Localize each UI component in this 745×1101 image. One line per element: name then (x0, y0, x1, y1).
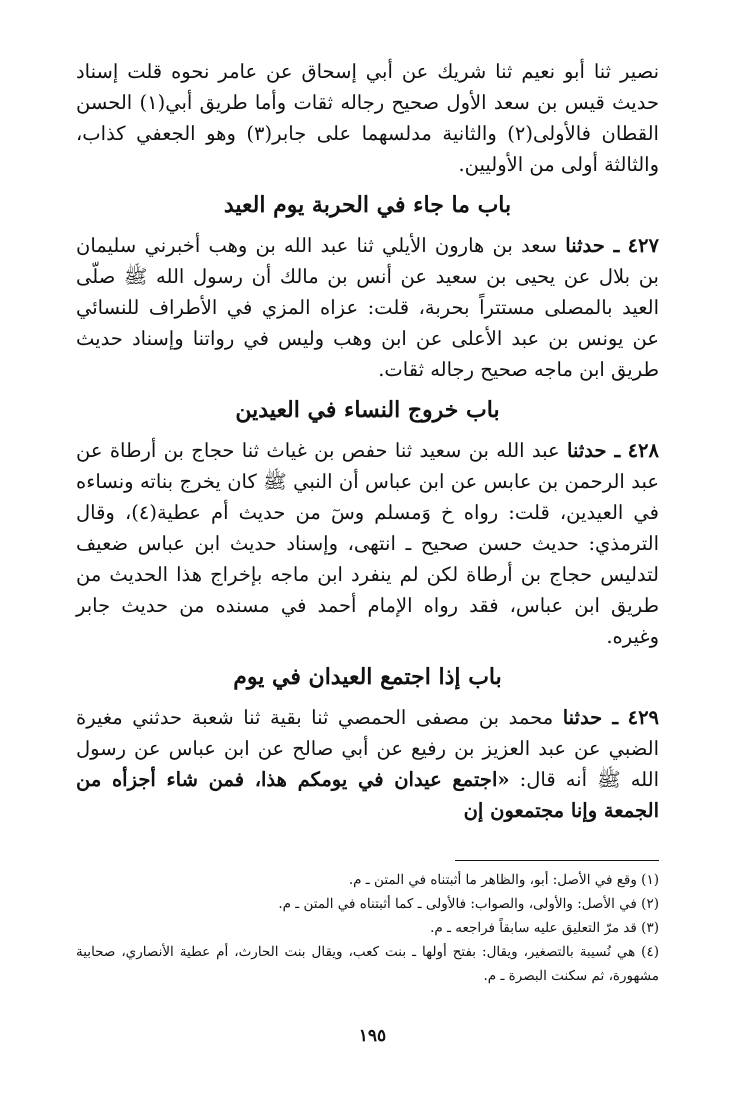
hadith-text: سعد بن هارون الأيلي ثنا عبد الله بن وهب أخبرني سليمان بن بلال عن يحيى بن سعيد عن أنس بن مالك أن رسول الله ﷺ صلّى العيد بالمصلى مستتراً بحربة، قلت: عزاه المزي في الأطراف للنسائي عن يونس بن عبد الأعلى عن ابن وهب وليس في رواتنا وإسناد حديث طريق ابن ماجه صحيح رجاله ثقات. (76, 234, 659, 381)
hadith-text: محمد بن مصفى الحمصي ثنا بقية ثنا شعبة حدثني مغيرة الضبي عن عبد العزيز بن رفيع عن أبي صالح عن ابن عباس عن رسول الله ﷺ أنه قال: (76, 706, 659, 791)
page-number: ١٩٥ (358, 1026, 387, 1046)
section-heading: باب خروج النساء في العيدين (235, 397, 500, 423)
footnotes (76, 868, 659, 988)
hadith-paragraph (76, 702, 659, 826)
footnote: (٤) هي نُسيبة بالتصغير، ويقال: بفتح أولها ـ بنت كعب، ويقال بنت الحارث، أم عطية الأنصاري، صحابية مشهورة، ثم سكنت البصرة ـ م. (76, 944, 659, 984)
hadith-lead: ـ حدثنا (562, 706, 619, 729)
footnote: (٢) في الأصل: والأولى، والصواب: فالأولى ـ كما أثبتناه في المتن ـ م. (278, 896, 659, 912)
hadith-lead: ـ حدثنا (565, 234, 620, 257)
section-heading: باب إذا اجتمع العيدان في يوم (233, 664, 502, 690)
hadith-text: عبد الله بن سعيد ثنا حفص بن غياث ثنا حجاج بن أرطاة عن عبد الرحمن بن عابس عن ابن عباس أن النبي ﷺ كان يخرج بناته ونساءه في العيدين، قلت: رواه خ وَمسلم وسٓ من حديث أم عطية(٤)، وقال الترمذي: حديث حسن صحيح ـ انتهى، وإسناد حديث ابن عباس ضعيف لتدليس حجاج بن أرطاة لكن لم ينفرد ابن ماجه بإخراج هذا الحديث من طريق ابن عباس، فقد رواه الإمام أحمد في مسنده من حديث جابر وغيره. (76, 439, 660, 648)
footnote: (١) وقع في الأصل: أبو، والظاهر ما أثبتناه في المتن ـ م. (348, 872, 659, 888)
hadith-paragraph (76, 230, 659, 385)
hadith-number: ٤٢٩ (627, 706, 660, 729)
hadith-number: ٤٢٧ (627, 234, 659, 257)
intro-paragraph: نصير ثنا أبو نعيم ثنا شريك عن أبي إسحاق عن عامر نحوه قلت إسناد حديث قيس بن سعد الأول صحيح رجاله ثقات وأما طريق أبي(١) الحسن القطان فالأولى(٢) والثانية مدلسهما على جابر(٣) وهو الجعفي كذاب، والثالثة أولى من الأوليين. (76, 60, 659, 176)
hadith-lead: ـ حدثنا (567, 439, 621, 462)
footnote: (٣) قد مرّ التعليق عليه سابقاً فراجعه ـ م. (430, 920, 659, 936)
hadith-number: ٤٢٨ (627, 439, 659, 462)
hadith-paragraph (76, 435, 659, 652)
hadith-quote: «اجتمع عيدان في يومكم هذا، فمن شاء أجزأه من الجمعة وإنا مجتمعون إن (76, 768, 659, 822)
section-heading: باب ما جاء في الحربة يوم العيد (223, 192, 512, 218)
footnote-separator (455, 860, 659, 861)
